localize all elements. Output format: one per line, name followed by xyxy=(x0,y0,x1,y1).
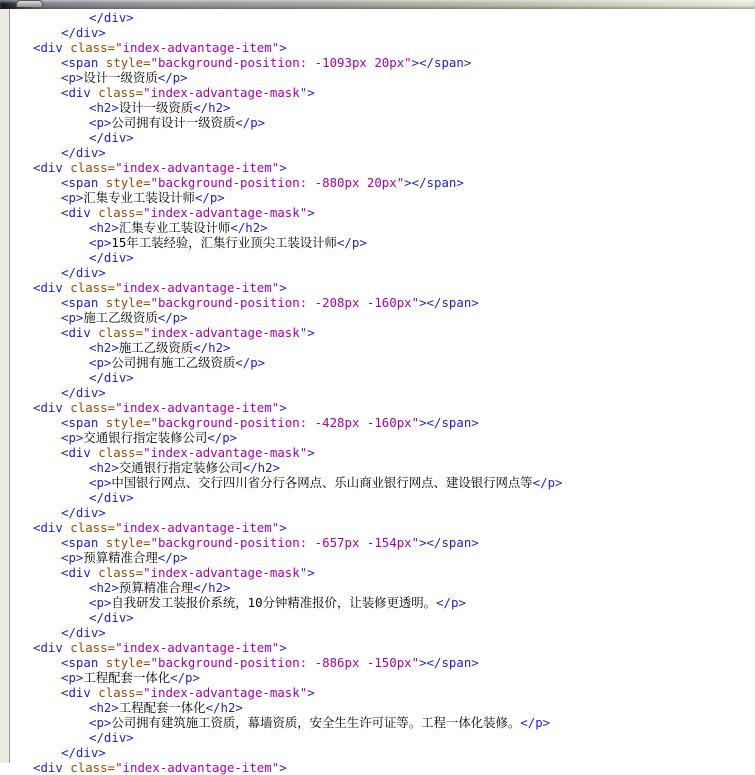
source-line xyxy=(10,295,755,310)
source-line xyxy=(10,190,755,205)
source-token-tag: > xyxy=(279,280,287,295)
source-token-val: "background-position: -886px -150px" xyxy=(150,655,420,670)
source-token-attr: class= xyxy=(62,520,116,535)
source-token-val: "background-position: -1093px 20px" xyxy=(150,55,412,70)
source-token-tag: </p> xyxy=(436,595,466,610)
source-line xyxy=(10,460,755,475)
source-token-tag: </p> xyxy=(194,190,225,205)
source-token-txt: 预算精准合理 xyxy=(83,550,158,565)
source-line xyxy=(10,670,755,685)
source-token-tag: <p> xyxy=(89,715,112,730)
source-line xyxy=(10,10,755,25)
source-token-tag: </h2> xyxy=(193,100,231,115)
source-token-attr: style= xyxy=(98,415,151,430)
source-line xyxy=(10,220,755,235)
source-token-tag: </div> xyxy=(61,385,106,400)
source-token-tag: </div> xyxy=(61,25,106,40)
source-token-tag: <h2> xyxy=(89,700,119,715)
source-line xyxy=(10,310,755,325)
source-token-tag: <div xyxy=(33,760,63,775)
source-token-attr: class= xyxy=(62,760,116,775)
source-token-val: "index-advantage-mask" xyxy=(143,685,308,700)
source-token-attr: style= xyxy=(98,655,151,670)
source-token-txt: 施工乙级资质 xyxy=(118,340,194,355)
source-token-tag: </h2> xyxy=(242,460,281,475)
source-token-tag: <div xyxy=(33,160,63,175)
source-token-txt: 设计一级资质 xyxy=(83,70,158,85)
source-token-tag: > xyxy=(279,520,287,535)
source-token-tag: <p> xyxy=(61,550,84,565)
source-token-attr: class= xyxy=(90,565,144,580)
source-token-tag: <span xyxy=(61,55,99,70)
source-token-attr: class= xyxy=(90,205,144,220)
source-line xyxy=(10,445,755,460)
source-token-txt: 自我研发工装报价系统，10分钟精准报价，让装修更透明。 xyxy=(111,595,437,610)
source-line xyxy=(10,430,755,445)
source-token-txt: 交通银行指定装修公司 xyxy=(83,430,208,445)
source-line xyxy=(10,580,755,595)
source-token-tag: > xyxy=(307,565,315,580)
source-token-tag: </p> xyxy=(336,235,367,250)
source-token-tag: <span xyxy=(61,655,99,670)
source-line xyxy=(10,70,755,85)
source-token-txt: 汇集专业工装设计师 xyxy=(83,190,195,205)
source-token-tag: </p> xyxy=(207,430,238,445)
source-token-txt: 预算精准合理 xyxy=(118,580,194,595)
source-token-attr: class= xyxy=(62,280,116,295)
source-token-tag: ></span> xyxy=(404,175,464,190)
source-token-tag: <h2> xyxy=(89,100,119,115)
left-gutter xyxy=(0,9,10,763)
source-token-tag: </div> xyxy=(89,370,134,385)
source-token-tag: <h2> xyxy=(89,460,119,475)
source-line xyxy=(10,175,755,190)
window-top-bar xyxy=(0,0,755,9)
source-token-attr: class= xyxy=(62,640,116,655)
source-token-tag: </div> xyxy=(61,505,106,520)
source-token-tag: > xyxy=(307,325,315,340)
source-line xyxy=(10,625,755,640)
source-token-tag: <div xyxy=(33,280,63,295)
source-token-tag: </p> xyxy=(170,670,200,685)
source-token-val: "index-advantage-item" xyxy=(115,640,280,655)
source-token-tag: </h2> xyxy=(193,340,231,355)
source-line xyxy=(10,115,755,130)
source-token-tag: <div xyxy=(61,445,91,460)
source-line xyxy=(10,325,755,340)
source-line xyxy=(10,415,755,430)
source-token-tag: <p> xyxy=(89,235,112,250)
source-token-tag: <p> xyxy=(61,310,84,325)
source-token-tag: </div> xyxy=(89,10,134,25)
source-token-tag: ></span> xyxy=(411,55,472,70)
source-token-val: "index-advantage-item" xyxy=(115,280,280,295)
source-token-val: "background-position: -657px -154px" xyxy=(150,535,420,550)
source-token-tag: ></span> xyxy=(419,415,479,430)
source-token-tag: </div> xyxy=(61,145,106,160)
source-token-tag: <p> xyxy=(61,190,84,205)
source-token-tag: <span xyxy=(61,295,99,310)
source-token-tag: > xyxy=(279,40,287,55)
source-token-val: "index-advantage-mask" xyxy=(143,85,308,100)
source-line xyxy=(10,565,755,580)
source-line xyxy=(10,655,755,670)
source-code-view xyxy=(10,10,755,775)
source-token-val: "index-advantage-mask" xyxy=(143,325,308,340)
source-line xyxy=(10,760,755,775)
source-line xyxy=(10,355,755,370)
source-token-tag: </div> xyxy=(89,610,134,625)
source-token-tag: > xyxy=(307,85,315,100)
source-token-tag: </p> xyxy=(157,550,188,565)
source-token-tag: <h2> xyxy=(89,580,119,595)
source-token-tag: <p> xyxy=(61,670,84,685)
source-line xyxy=(10,535,755,550)
source-token-txt: 施工乙级资质 xyxy=(83,310,158,325)
source-line xyxy=(10,640,755,655)
source-line xyxy=(10,160,755,175)
source-token-tag: <div xyxy=(61,685,91,700)
source-line xyxy=(10,250,755,265)
source-token-txt: 公司拥有施工乙级资质 xyxy=(111,355,236,370)
source-token-val: "index-advantage-mask" xyxy=(143,445,308,460)
source-token-val: "background-position: -208px -160px" xyxy=(150,295,420,310)
source-token-tag: > xyxy=(307,205,315,220)
source-line xyxy=(10,490,755,505)
source-token-tag: ></span> xyxy=(419,535,479,550)
source-token-tag: </div> xyxy=(89,730,134,745)
source-token-tag: ></span> xyxy=(419,295,479,310)
source-line xyxy=(10,685,755,700)
source-token-tag: </div> xyxy=(61,745,106,760)
source-token-tag: > xyxy=(279,160,287,175)
source-token-tag: > xyxy=(307,685,315,700)
source-token-tag: </h2> xyxy=(230,220,268,235)
source-line xyxy=(10,475,755,490)
source-token-tag: </p> xyxy=(532,475,563,490)
source-token-txt: 汇集专业工装设计师 xyxy=(118,220,231,235)
source-token-tag: <div xyxy=(33,520,63,535)
source-token-attr: style= xyxy=(98,175,151,190)
source-token-tag: > xyxy=(307,445,315,460)
source-line xyxy=(10,25,755,40)
source-token-tag: <p> xyxy=(89,595,112,610)
source-line xyxy=(10,745,755,760)
source-line xyxy=(10,40,755,55)
source-token-val: "index-advantage-mask" xyxy=(143,565,308,580)
source-token-tag: <div xyxy=(61,205,91,220)
source-token-txt: 工程配套一体化 xyxy=(118,700,206,715)
source-token-tag: </h2> xyxy=(205,700,243,715)
source-line xyxy=(10,85,755,100)
source-line xyxy=(10,55,755,70)
source-token-val: "index-advantage-item" xyxy=(115,760,280,775)
source-line xyxy=(10,130,755,145)
source-line xyxy=(10,205,755,220)
source-line xyxy=(10,700,755,715)
source-token-tag: </p> xyxy=(157,310,188,325)
source-token-tag: </div> xyxy=(89,130,134,145)
source-token-attr: style= xyxy=(98,295,151,310)
source-token-attr: class= xyxy=(62,160,116,175)
source-token-attr: style= xyxy=(98,55,151,70)
source-token-attr: class= xyxy=(90,685,144,700)
source-line xyxy=(10,610,755,625)
source-line xyxy=(10,100,755,115)
source-line xyxy=(10,340,755,355)
source-token-tag: <span xyxy=(61,175,99,190)
source-token-val: "background-position: -428px -160px" xyxy=(150,415,420,430)
source-token-tag: > xyxy=(279,400,287,415)
source-token-tag: </p> xyxy=(157,70,188,85)
source-token-tag: </div> xyxy=(61,265,106,280)
window-tab xyxy=(16,0,43,7)
source-token-tag: <div xyxy=(61,85,91,100)
source-token-tag: <p> xyxy=(89,355,112,370)
source-line xyxy=(10,400,755,415)
source-token-attr: class= xyxy=(90,85,144,100)
source-token-tag: <div xyxy=(61,565,91,580)
source-line xyxy=(10,265,755,280)
source-token-txt: 中国银行网点、交行四川省分行各网点、乐山商业银行网点、建设银行网点等 xyxy=(111,475,533,490)
source-token-tag: </p> xyxy=(235,355,266,370)
source-line xyxy=(10,280,755,295)
source-token-val: "index-advantage-item" xyxy=(115,40,280,55)
source-token-txt: 设计一级资质 xyxy=(118,100,194,115)
source-token-tag: </div> xyxy=(89,490,134,505)
source-line xyxy=(10,145,755,160)
source-token-attr: class= xyxy=(62,400,116,415)
source-line xyxy=(10,715,755,730)
source-token-val: "index-advantage-item" xyxy=(115,520,280,535)
source-token-attr: style= xyxy=(98,535,151,550)
source-token-tag: </h2> xyxy=(193,580,231,595)
source-token-tag: <div xyxy=(33,40,63,55)
source-token-tag: </div> xyxy=(89,250,134,265)
source-token-tag: > xyxy=(279,760,287,775)
source-token-tag: </p> xyxy=(520,715,551,730)
source-token-tag: <div xyxy=(33,400,63,415)
source-token-attr: class= xyxy=(90,445,144,460)
source-line xyxy=(10,505,755,520)
source-token-tag: <div xyxy=(61,325,91,340)
source-token-txt: 15年工装经验，汇集行业顶尖工装设计师 xyxy=(111,235,337,250)
source-line xyxy=(10,595,755,610)
source-line xyxy=(10,370,755,385)
source-token-tag: <p> xyxy=(61,430,84,445)
source-token-txt: 交通银行指定装修公司 xyxy=(118,460,243,475)
source-token-tag: <p> xyxy=(89,115,112,130)
source-token-tag: ></span> xyxy=(419,655,479,670)
source-token-tag: > xyxy=(279,640,287,655)
source-line xyxy=(10,550,755,565)
source-token-tag: <h2> xyxy=(89,220,119,235)
source-line xyxy=(10,235,755,250)
source-token-tag: <p> xyxy=(89,475,112,490)
source-token-val: "index-advantage-item" xyxy=(115,400,280,415)
source-line xyxy=(10,730,755,745)
source-token-tag: <p> xyxy=(61,70,84,85)
source-line xyxy=(10,385,755,400)
source-token-attr: class= xyxy=(90,325,144,340)
source-token-val: "index-advantage-item" xyxy=(115,160,280,175)
source-token-val: "index-advantage-mask" xyxy=(143,205,308,220)
source-token-tag: </div> xyxy=(61,625,106,640)
source-token-txt: 工程配套一体化 xyxy=(83,670,171,685)
source-token-val: "background-position: -880px 20px" xyxy=(150,175,405,190)
source-token-txt: 公司拥有设计一级资质 xyxy=(111,115,236,130)
source-token-tag: <div xyxy=(33,640,63,655)
source-token-txt: 公司拥有建筑施工资质，幕墙资质，安全生生许可证等。工程一体化装修。 xyxy=(111,715,521,730)
source-token-tag: <span xyxy=(61,535,99,550)
source-token-attr: class= xyxy=(62,40,116,55)
source-line xyxy=(10,520,755,535)
source-token-tag: <span xyxy=(61,415,99,430)
source-token-tag: <h2> xyxy=(89,340,119,355)
source-token-tag: </p> xyxy=(235,115,266,130)
